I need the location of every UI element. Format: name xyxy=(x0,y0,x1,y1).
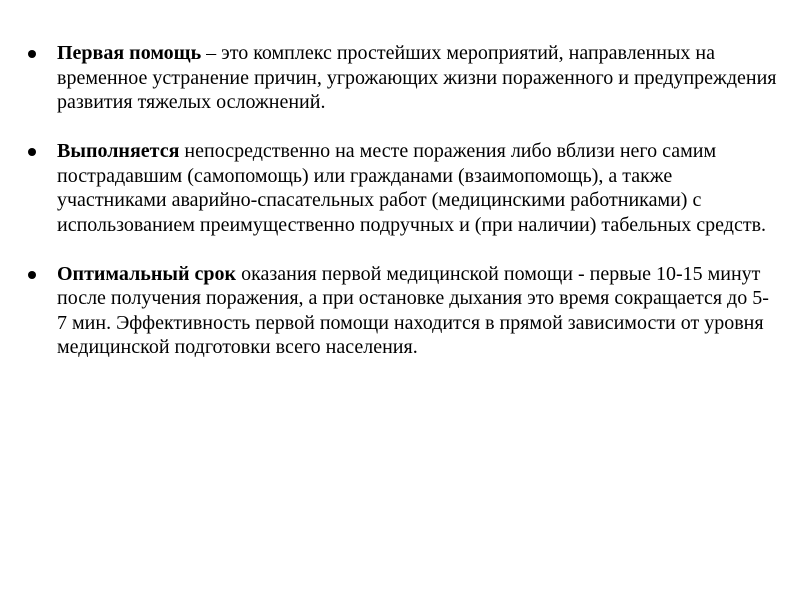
bullet-term: Оптимальный срок xyxy=(57,262,237,285)
bullet-dot-icon xyxy=(28,271,36,279)
bullet-text: оказания первой медицинской помощи - первые 10-15 минут после получения поражения, а при остановке дыхания это время сокращается до 5-7 мин. Эффективность первой помощи находится в прямой зависимости от уровня медицинской подготовки всего населения. xyxy=(57,262,769,358)
bullet-first-aid-definition xyxy=(28,41,778,115)
bullet-dot-icon xyxy=(28,148,36,156)
bullet-term: Выполняется xyxy=(57,140,180,162)
bullet-text: – это комплекс простейших мероприятий, направленных на временное устранение причин, угрожающих жизни пораженного и предупреждения развития тяжелых осложнений. xyxy=(57,42,777,113)
bullet-list xyxy=(28,41,778,360)
bullet-dot-icon xyxy=(28,50,36,58)
bullet-optimal-time xyxy=(28,262,778,360)
bullet-term: Первая помощь xyxy=(57,42,202,64)
bullet-performed-by xyxy=(28,139,778,237)
bullet-text: непосредственно на месте поражения либо вблизи него самим пострадавшим (самопомощь) или гражданами (взаимопомощь), а также участниками аварийно-спасательных работ (медицинскими работниками) с использованием преимущественно подручных и (при наличии) табельных средств. xyxy=(57,140,767,236)
